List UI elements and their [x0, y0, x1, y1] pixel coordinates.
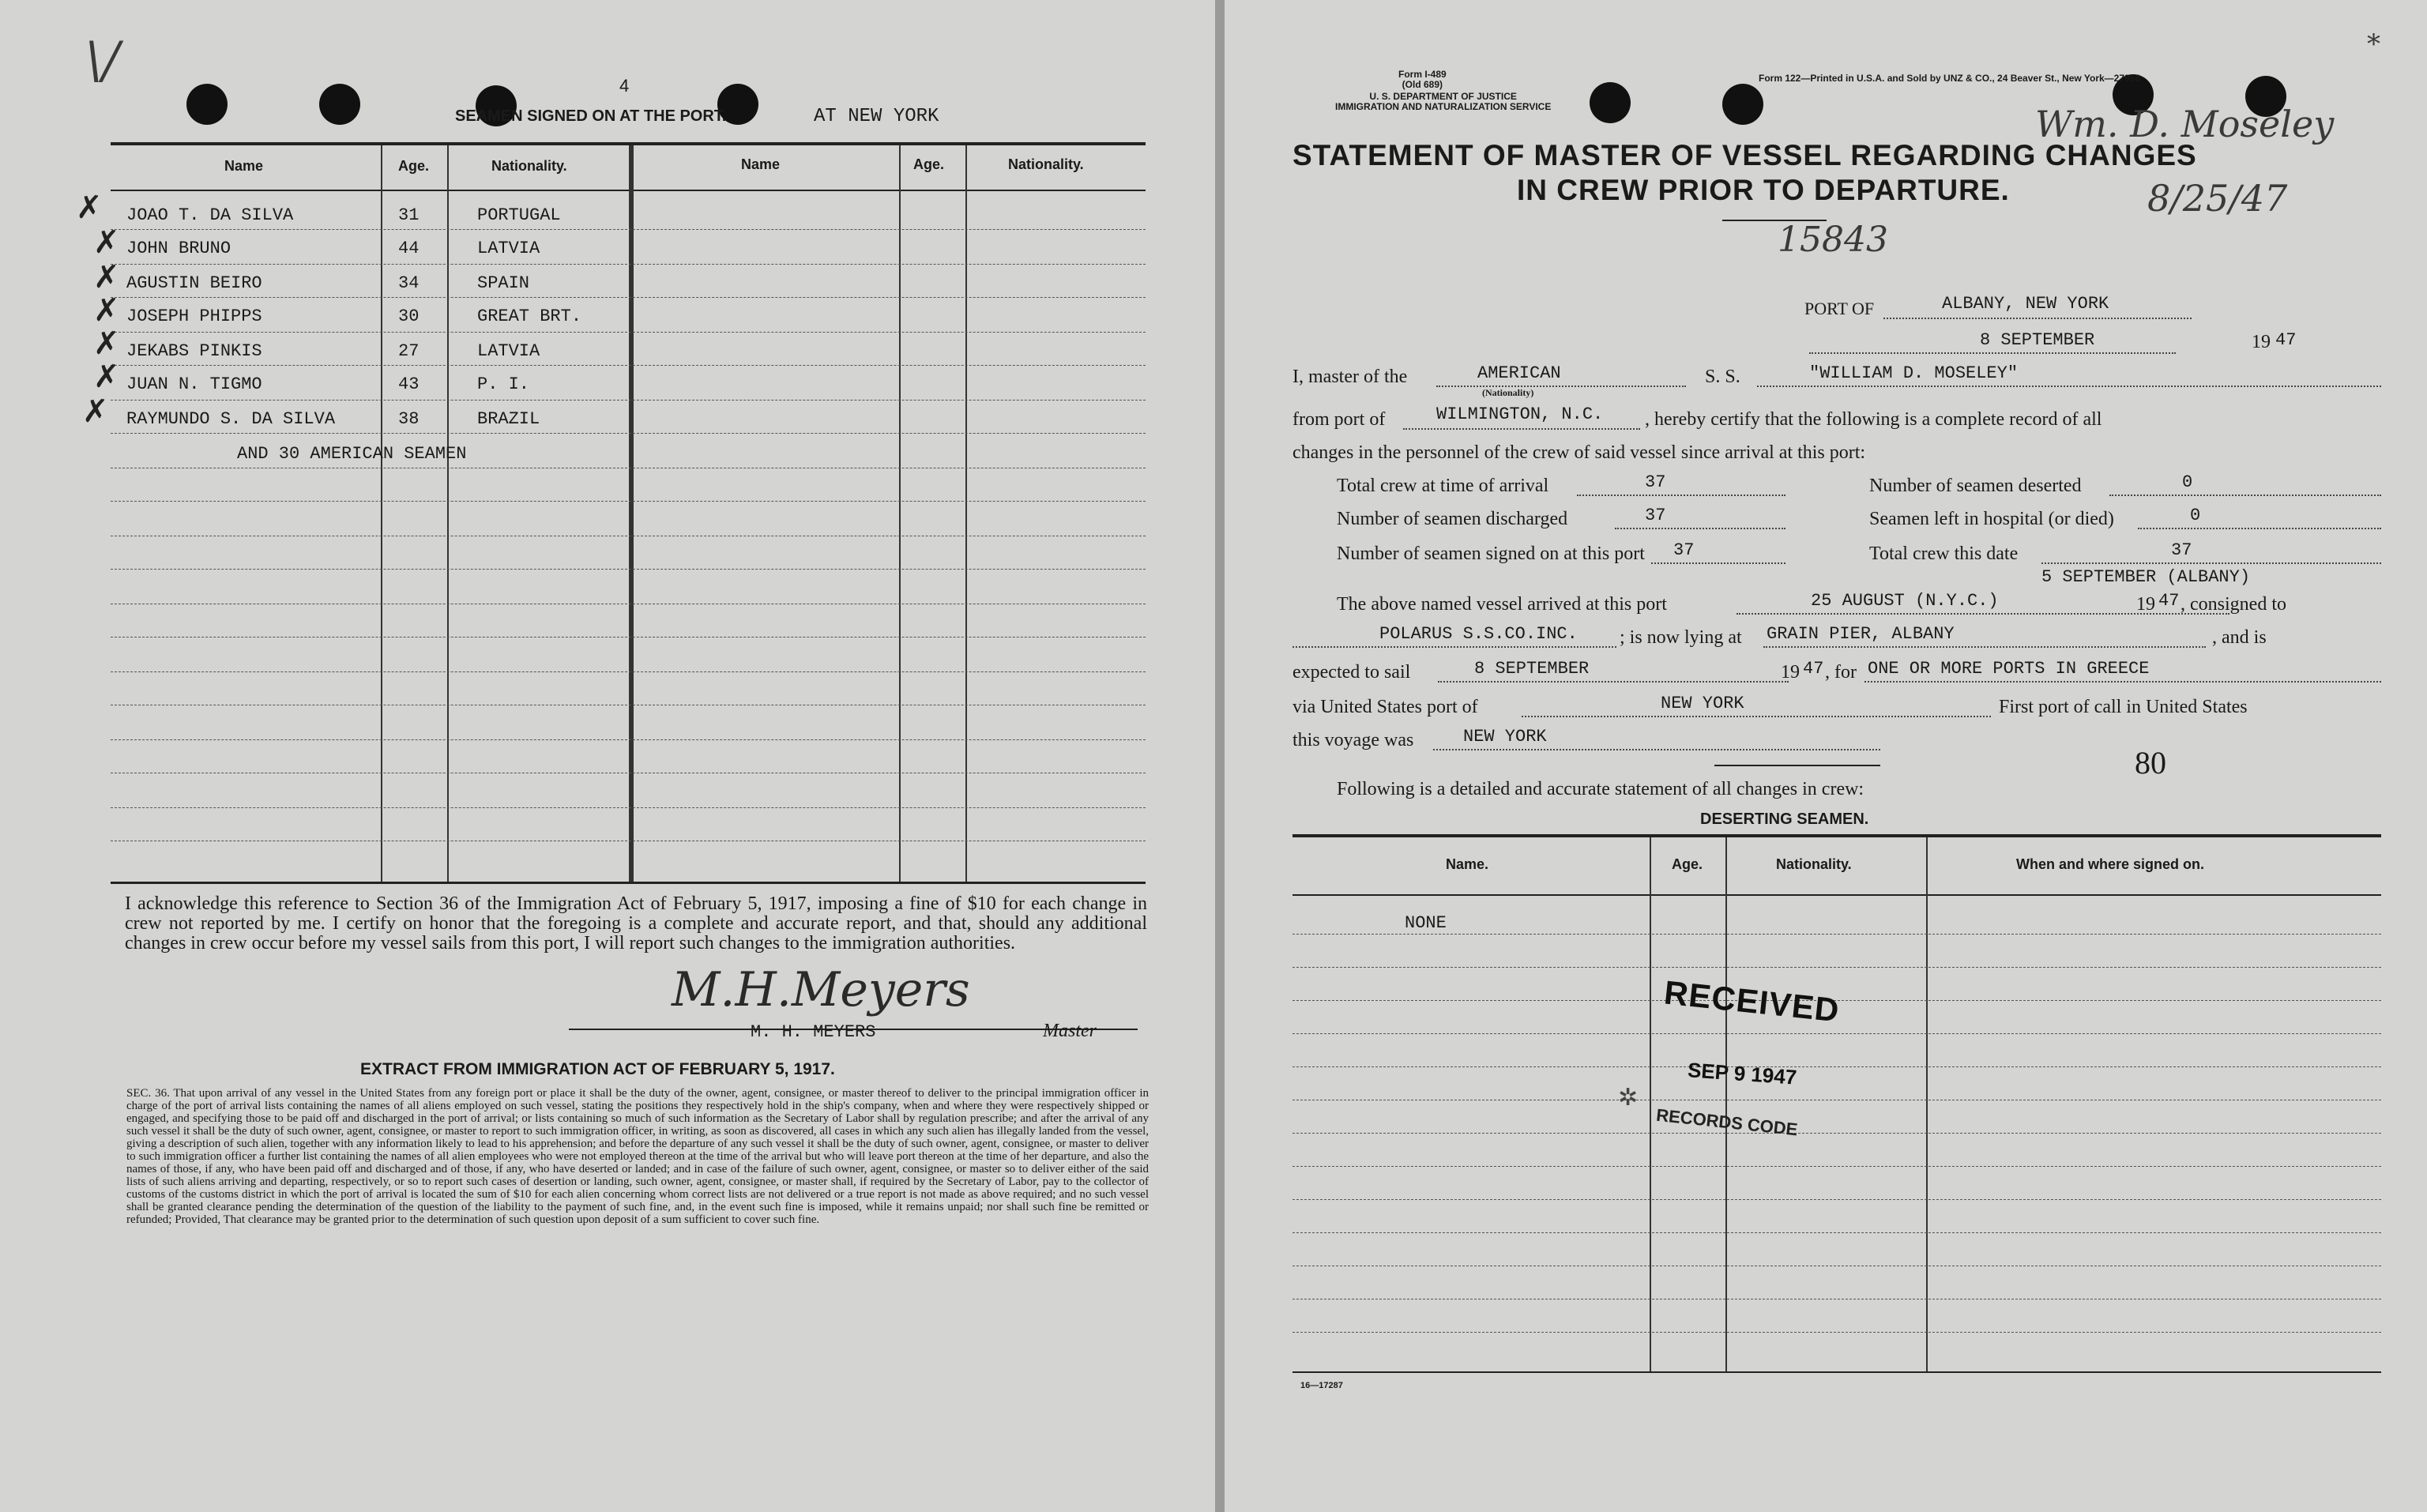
seaman-name: JUAN N. TIGMO — [126, 374, 262, 394]
row-line — [111, 671, 1146, 672]
page-number: 4 — [619, 76, 630, 96]
master-label: Master — [1043, 1021, 1097, 1041]
deserting-table-header-rule — [1293, 894, 2381, 896]
row-line — [1293, 967, 2381, 968]
seaman-nationality: P. I. — [477, 374, 530, 394]
seaman-name: JOHN BRUNO — [126, 239, 231, 258]
corner-check-mark: \/ — [85, 32, 120, 90]
printer-line: Form 122—Printed in U.S.A. and Sold by UNZ & CO., 24 Beaver St., New York—27958 — [1759, 73, 2141, 84]
sail-year: 47 — [1803, 659, 1824, 679]
following-text: Following is a detailed and accurate statement of all changes in crew: — [1337, 779, 1864, 799]
right-page — [1225, 0, 2427, 1512]
lying-at-label: ; is now lying at — [1620, 627, 1742, 648]
discharged-value: 37 — [1645, 506, 1666, 525]
destination-value: ONE OR MORE PORTS IN GREECE — [1868, 659, 2150, 679]
seaman-age: 38 — [398, 409, 420, 429]
hospital-label: Seamen left in hospital (or died) — [1869, 509, 2114, 529]
master-name: M. H. MEYERS — [751, 1022, 876, 1042]
row-line — [111, 637, 1146, 638]
consignee-value: POLARUS S.S.CO.INC. — [1379, 624, 1578, 644]
count-line — [1651, 562, 1785, 564]
from-port-label: from port of — [1293, 409, 1386, 430]
for-label: , for — [1825, 662, 1857, 683]
date-century: 19 — [2252, 332, 2271, 352]
punch-hole — [319, 84, 360, 125]
x-mark: ✗ — [93, 224, 120, 261]
deserting-col-name: Name. — [1446, 856, 1489, 872]
consigned-label: , consigned to — [2181, 594, 2286, 615]
row-line — [1293, 1133, 2381, 1134]
voyage-rule — [1714, 765, 1880, 766]
consignee-line — [1293, 646, 1616, 648]
deserting-col-divider — [1650, 837, 1651, 1371]
signed-on-port: AT NEW YORK — [814, 106, 939, 127]
deserting-heading: DESERTING SEAMEN. — [1700, 811, 1869, 828]
x-mark: ✗ — [93, 359, 120, 395]
deserting-col-divider — [1926, 837, 1928, 1371]
column-divider-double — [629, 145, 634, 882]
row-line — [111, 365, 1146, 366]
port-value: ALBANY, NEW YORK — [1942, 294, 2109, 314]
column-divider — [965, 145, 967, 882]
acknowledgement-text: I acknowledge this reference to Section 36 of the Immigration Act of February 5, 1917, imposing a fine of $10 for each change in crew not reported by me. I certify on honor that the foregoing is a complete and accurate report, and that, should any additional changes in crew occur before my vessel sails from this port, I will report such changes to the immigration authorities. — [125, 893, 1147, 953]
total-crew-date-label: Total crew this date — [1869, 543, 2019, 564]
total-crew-date-value: 37 — [2171, 540, 2192, 560]
row-line — [111, 739, 1146, 740]
arrival-value: 25 AUGUST (N.Y.C.) — [1811, 591, 1999, 611]
via-label: via United States port of — [1293, 697, 1478, 717]
signed-on-value: 37 — [1673, 540, 1695, 560]
and-is-label: , and is — [2212, 627, 2267, 648]
seaman-nationality: LATVIA — [477, 239, 540, 258]
col-header-name-2: Name — [741, 156, 781, 172]
page-gutter — [1215, 0, 1225, 1512]
column-divider — [899, 145, 901, 882]
row-line — [1293, 1199, 2381, 1200]
row-line — [111, 332, 1146, 333]
total-crew-arrival-label: Total crew at time of arrival — [1337, 476, 1549, 496]
handwritten-name: Wm. D. Moseley — [2035, 103, 2335, 145]
agency-department: U. S. DEPARTMENT OF JUSTICE — [1369, 91, 1517, 102]
seaman-nationality: PORTUGAL — [477, 205, 561, 225]
table-bottom-rule — [111, 882, 1146, 884]
additional-seamen: AND 30 AMERICAN SEAMEN — [237, 444, 467, 464]
row-line — [111, 297, 1146, 298]
form-number: Form I-489 — [1398, 69, 1447, 80]
row-line — [111, 433, 1146, 434]
row-line — [1293, 1066, 2381, 1067]
col-header-nationality-2: Nationality. — [1008, 156, 1084, 172]
arrival-year: 47 — [2158, 591, 2180, 611]
date-line — [1809, 352, 2176, 354]
deserted-label: Number of seamen deserted — [1869, 476, 2082, 496]
from-port-value: WILMINGTON, N.C. — [1436, 404, 1604, 424]
nationality-line — [1436, 386, 1686, 387]
handwritten-count: 80 — [2135, 745, 2166, 780]
sail-century: 19 — [1781, 662, 1800, 683]
column-divider — [447, 145, 449, 882]
seaman-nationality: BRAZIL — [477, 409, 540, 429]
count-line — [1577, 495, 1785, 496]
punch-hole — [1722, 84, 1763, 125]
voyage-label: this voyage was — [1293, 730, 1414, 750]
count-line — [2109, 495, 2381, 496]
deserting-table-top — [1293, 834, 2381, 837]
punch-hole — [1590, 82, 1631, 123]
from-port-line — [1403, 428, 1640, 430]
deserting-col-signed-on: When and where signed on. — [2016, 856, 2205, 872]
punch-hole — [186, 84, 228, 125]
form-old-number: (Old 689) — [1402, 79, 1443, 90]
row-line — [1293, 934, 2381, 935]
signed-on-label: Number of seamen signed on at this port — [1337, 543, 1645, 564]
row-line — [111, 501, 1146, 502]
received-stamp-date: SEP 9 1947 — [1687, 1058, 1798, 1089]
seaman-nationality: GREAT BRT. — [477, 307, 582, 326]
destination-line — [1864, 681, 2381, 683]
section-36-text: SEC. 36. That upon arrival of any vessel in the United States from any foreign port or place it shall be the duty of the owner, agent, consignee, or master thereof to deliver to the principal immigration officer in charge of the port of arrival lists containing the names of all aliens employed on such vessel, stating the positions they respectively hold in the ship's company, when and where they were respectively shipped or engaged, and specifying those to be paid off and discharged in the port of arrival; or lists containing so much of such information as the Secretary of Labor shall by regulation prescribe; and after the arrival of any such vessel it shall be the duty of such owner, agent, consignee, or master to report to such immigration officer, in writing, as soon as discovered, all cases in which any such alien has illegally landed from the vessel, giving a description of such alien, together with any information likely to lead to his apprehension; and before the departure of any such vessel it shall be the duty of such owner, agent, consignee, or master to deliver to such immigration officer a further list containing the names of all alien employees who were not employed thereon at the time of the arrival but who will leave port thereon at the time of her departure, and also the names of those, if any, who have been paid off and discharged and of those, if any, who have deserted or landed; and in case of the failure of such owner, agent, consignee, or master so to deliver either of the said lists of such aliens arriving and departing, respectively, or so to report such cases of desertion or landing, such owner, agent, consignee, or master shall, if required by the Secretary of Labor, pay to the collector of customs of the customs district in which the port of arrival is located the sum of $10 for each alien concerning whom correct lists are not delivered or a true report is not made as above required; and no such vessel shall be granted clearance pending the determination of the question of the liability to the payment of such fine, and, in the event such fine is imposed, while it remains unpaid; nor shall such fine be remitted or refunded; Provided, That clearance may be granted prior to the determination of such question upon deposit of a sum sufficient to cover such fine. — [126, 1087, 1149, 1226]
row-line — [111, 400, 1146, 401]
count-line — [1615, 528, 1785, 529]
row-line — [1293, 1232, 2381, 1233]
handwritten-file-number: 15843 — [1778, 220, 1888, 260]
row-line — [1293, 1332, 2381, 1333]
col-header-age: Age. — [398, 158, 430, 174]
albany-arrival-value: 5 SEPTEMBER (ALBANY) — [2041, 567, 2251, 587]
received-stamp-office: RECORDS CODE — [1655, 1104, 1799, 1140]
ss-label: S. S. — [1705, 367, 1740, 387]
seaman-age: 43 — [398, 374, 420, 394]
row-line — [111, 264, 1146, 265]
lying-at-line — [1763, 646, 2206, 648]
x-mark: ✗ — [93, 325, 120, 362]
handwritten-date: 8/25/47 — [2147, 177, 2288, 220]
deserting-col-divider — [1725, 837, 1727, 1371]
master-of-label: I, master of the — [1293, 367, 1408, 387]
vessel-name: "WILLIAM D. MOSELEY" — [1809, 363, 2019, 383]
discharged-label: Number of seamen discharged — [1337, 509, 1568, 529]
seaman-nationality: LATVIA — [477, 341, 540, 361]
extract-title: EXTRACT FROM IMMIGRATION ACT OF FEBRUARY 5, 1917. — [360, 1060, 835, 1078]
form-id — [1398, 70, 1447, 90]
port-line — [1883, 318, 2192, 319]
lying-at-value: GRAIN PIER, ALBANY — [1767, 624, 1955, 644]
deserting-col-nationality: Nationality. — [1776, 856, 1852, 872]
agency-service: IMMIGRATION AND NATURALIZATION SERVICE — [1335, 101, 1552, 112]
seaman-name: JOSEPH PHIPPS — [126, 307, 262, 326]
port-of-label: PORT OF — [1804, 299, 1875, 318]
via-line — [1522, 716, 1991, 717]
table-top-rule — [111, 142, 1146, 145]
arrived-label: The above named vessel arrived at this port — [1337, 594, 1667, 615]
seaman-age: 27 — [398, 341, 420, 361]
expected-label: expected to sail — [1293, 662, 1411, 683]
seaman-age: 30 — [398, 307, 420, 326]
first-port-label: First port of call in United States — [1999, 697, 2248, 717]
column-divider — [381, 145, 382, 882]
seaman-age: 31 — [398, 205, 420, 225]
stamp-smudge: ✲ — [1618, 1085, 1639, 1111]
deserting-none: NONE — [1405, 913, 1447, 933]
seaman-name: AGUSTIN BEIRO — [126, 273, 262, 293]
col-header-nationality: Nationality. — [491, 158, 567, 174]
date-day: 8 SEPTEMBER — [1980, 330, 2095, 350]
col-header-name: Name — [224, 158, 264, 174]
row-line — [111, 229, 1146, 230]
col-header-age-2: Age. — [913, 156, 945, 172]
arrival-century: 19 — [2136, 594, 2155, 615]
x-mark: ✗ — [93, 292, 120, 329]
form-title-line-2: IN CREW PRIOR TO DEPARTURE. — [1517, 174, 2010, 206]
seaman-age: 44 — [398, 239, 420, 258]
total-crew-arrival-value: 37 — [1645, 472, 1666, 492]
hospital-value: 0 — [2190, 506, 2201, 525]
count-line — [2041, 562, 2381, 564]
received-stamp: RECEIVED — [1662, 973, 1842, 1029]
corner-mark: * — [2367, 28, 2380, 60]
master-signature: M.H.Meyers — [672, 962, 970, 1017]
agency-block — [1335, 92, 1551, 112]
row-line — [1293, 1033, 2381, 1034]
date-year: 47 — [2275, 330, 2297, 350]
footer-code: 16—17287 — [1300, 1381, 1343, 1390]
x-mark: ✗ — [82, 393, 109, 430]
sail-date: 8 SEPTEMBER — [1474, 659, 1590, 679]
form-title-line-1: STATEMENT OF MASTER OF VESSEL REGARDING CHANGES — [1293, 139, 2197, 171]
changes-text: changes in the personnel of the crew of said vessel since arrival at this port: — [1293, 442, 1866, 463]
certify-text: , hereby certify that the following is a complete record of all — [1645, 409, 2102, 430]
signed-on-heading: SEAMEN SIGNED ON AT THE PORT. — [455, 107, 727, 125]
seaman-nationality: SPAIN — [477, 273, 530, 293]
nationality-note: (Nationality) — [1482, 387, 1534, 398]
row-line — [111, 807, 1146, 808]
vessel-line — [1757, 386, 2381, 387]
deserting-col-age: Age. — [1672, 856, 1703, 872]
seaman-name: JOAO T. DA SILVA — [126, 205, 294, 225]
voyage-value: NEW YORK — [1463, 727, 1547, 747]
sail-line — [1438, 681, 1789, 683]
nationality-value: AMERICAN — [1477, 363, 1561, 383]
deserting-table-bottom — [1293, 1371, 2381, 1373]
seaman-name: RAYMUNDO S. DA SILVA — [126, 409, 336, 429]
x-mark: ✗ — [93, 259, 120, 295]
x-mark: ✗ — [76, 190, 103, 226]
seaman-age: 34 — [398, 273, 420, 293]
voyage-line — [1433, 749, 1880, 750]
row-line — [111, 569, 1146, 570]
count-line — [2138, 528, 2381, 529]
arrival-line — [1737, 613, 2229, 615]
via-value: NEW YORK — [1661, 694, 1744, 713]
seaman-name: JEKABS PINKIS — [126, 341, 262, 361]
table-header-rule — [111, 190, 1146, 191]
deserted-value: 0 — [2182, 472, 2193, 492]
row-line — [1293, 1166, 2381, 1167]
